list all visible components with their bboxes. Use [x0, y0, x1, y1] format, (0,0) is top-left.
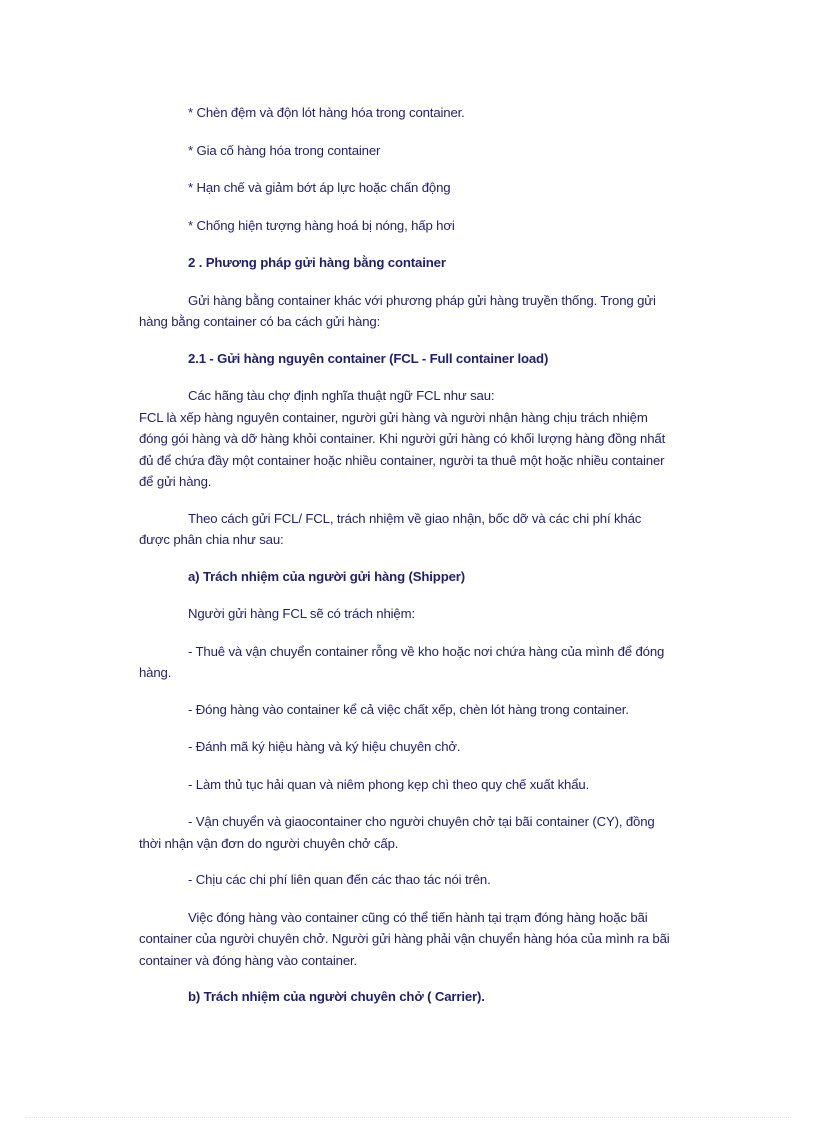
paragraph: Việc đóng hàng vào container cũng có thể tiến hành tại trạm đóng hàng hoặc bãi container của người chuyên chở. Người gửi hàng phải vận chuyển hàng hóa của mình ra bãi container và đóng hàng vào container.	[139, 909, 670, 968]
bullet-item: * Chèn đệm và độn lót hàng hóa trong container.	[188, 105, 465, 120]
subsection-heading: 2.1 - Gửi hàng nguyên container (FCL - Full container load)	[188, 350, 549, 366]
subsection-heading: b) Trách nhiệm của người chuyên chở ( Carrier).	[188, 989, 485, 1004]
bullet-item: * Gia cố hàng hóa trong container	[188, 142, 381, 158]
list-item: - Làm thủ tục hải quan và niêm phong kẹp chì theo quy chế xuất khẩu.	[188, 776, 590, 792]
paragraph: Các hãng tàu chợ định nghĩa thuật ngữ FCL như sau:	[188, 388, 495, 403]
paragraph: Gửi hàng bằng container khác với phương pháp gửi hàng truyền thống. Trong gửi hàng bằng container có ba cách gửi hàng:	[139, 292, 656, 329]
list-item: - Chịu các chi phí liên quan đến các thao tác nói trên.	[188, 872, 491, 887]
document-body	[139, 102, 674, 1008]
bullet-item: * Hạn chế và giảm bớt áp lực hoặc chấn động	[188, 180, 451, 195]
list-item: - Thuê và vận chuyển container rỗng về kho hoặc nơi chứa hàng của mình để đóng hàng.	[139, 643, 665, 680]
paragraph: FCL là xếp hàng nguyên container, người gửi hàng và người nhận hàng chịu trách nhiệm đóng gói hàng và dỡ hàng khỏi container. Khi người gửi hàng có khối lượng hàng đồng nhất đủ để chứa đầy một container hoặc nhiều container, người ta thuê một hoặc nhiều container để gửi hàng.	[139, 409, 666, 489]
paragraph: Người gửi hàng FCL sẽ có trách nhiệm:	[188, 606, 415, 621]
list-item: - Vận chuyển và giaocontainer cho người chuyên chở tại bãi container (CY), đồng thời nhận vận đơn do người chuyên chở cấp.	[139, 814, 655, 851]
paragraph: Theo cách gửi FCL/ FCL, trách nhiệm về giao nhận, bốc dỡ và các chi phí khác được phân chia như sau:	[139, 510, 642, 547]
bullet-item: * Chống hiện tượng hàng hoá bị nóng, hấp hơi	[188, 217, 455, 233]
page-bottom-border	[25, 1117, 791, 1118]
subsection-heading: a) Trách nhiệm của người gửi hàng (Shipper)	[188, 568, 466, 584]
section-heading: 2 . Phương pháp gửi hàng bằng container	[188, 255, 446, 270]
list-item: - Đóng hàng vào container kể cả việc chất xếp, chèn lót hàng trong container.	[188, 701, 629, 717]
list-item: - Đánh mã ký hiệu hàng và ký hiệu chuyên chở.	[188, 739, 461, 754]
